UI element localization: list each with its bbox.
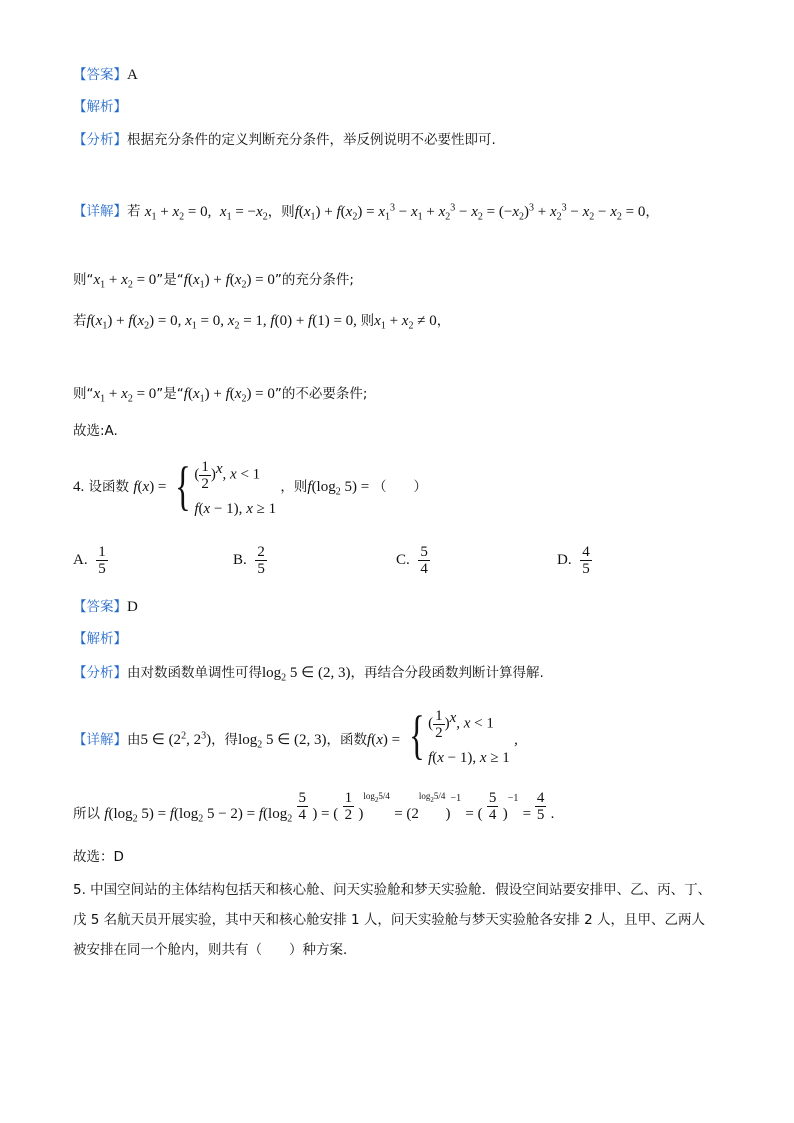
analysis-tag-2: 【解析】	[73, 631, 127, 647]
quote-open: 则“	[73, 272, 94, 288]
fenxi-text: 根据充分条件的定义判断充分条件，举反例说明不必要性即可.	[127, 132, 496, 148]
quote-close: ”的充分条件;	[274, 272, 354, 288]
detail-tag: 【详解】	[73, 203, 127, 220]
piecewise-brace-2: {	[409, 705, 425, 765]
detail-tag-2: 【详解】	[73, 731, 127, 748]
calc-prefix: 所以	[73, 806, 100, 822]
answer-tag-2: 【答案】	[73, 599, 127, 615]
option-b-label: B.	[233, 552, 247, 568]
fenxi-tag: 【分析】	[73, 132, 127, 148]
quote-close-2: ”的不必要条件;	[274, 386, 368, 402]
choice-line-2: 故选：D	[73, 849, 124, 865]
option-a-den: 5	[98, 561, 106, 577]
fenxi-line-2: 【分析】由对数函数单调性可得$\log_2 5$ ∈ (2, 3)，再结合分段函数判断计算得解.	[73, 665, 544, 684]
fenxi2-post: ，再结合分段函数判断计算得解.	[350, 665, 544, 681]
quote-mid: ”是“	[156, 272, 184, 288]
counter-prefix: 若	[73, 313, 87, 329]
option-a[interactable]	[73, 544, 108, 577]
option-d-label: D.	[557, 552, 572, 568]
quote-open-2: 则“	[73, 386, 94, 402]
analysis-tag: 【解析】	[73, 99, 127, 115]
counter-line: 若$f(x_1) + f(x_2) = 0$, $x_1 = 0$, $x_2 = 1$, f(0) + f(1) = 0, 则$x_1 + x_2 \ne 0$，	[73, 313, 451, 332]
detail2-pre: 由	[127, 731, 141, 748]
question-4: 4. 设函数 f(x) = { ( $\frac{1}{2}$ )$^x$, x < 1 f(x − 1), x ≥ 1 ，则$f(\log_2$ 5) = （ ）	[73, 456, 427, 516]
q5-line-1: 5. 中国空间站的主体结构包括天和核心舱、问天实验舱和梦天实验舱．假设空间站要安排甲、乙、丙、丁、	[73, 882, 712, 898]
detail2-mid: ，得	[211, 731, 239, 748]
piecewise-cases: ( $\frac{1}{2}$ )$^x$, x < 1 f(x − 1), x ≥ 1	[194, 458, 277, 517]
answer-line-2	[73, 598, 138, 616]
option-c-den: 4	[420, 561, 428, 577]
detail-prefix: 若	[127, 203, 141, 220]
analysis-line-2	[73, 630, 127, 648]
option-c-num: 5	[420, 544, 428, 560]
option-d[interactable]	[557, 544, 592, 577]
option-d-num: 4	[582, 544, 590, 560]
option-b-num: 2	[257, 544, 265, 560]
detail-formula: $x_1 + x_2 = 0$, $x_1 = -x_2$，则$f(x_1) + f(x_2) = x_1^3 - x_1 + x_2^3 - x_2 = (-x_2)^3 + x_2^3 - x_2 - x_2 = 0$，	[144, 202, 659, 223]
choice-line-1: 故选:A.	[73, 423, 118, 439]
calc-line: 所以 $f(\log_2$ $5) = f(\log_2$ $5 - 2) = f(\log_2$ $\frac{5}{4}$ ) = ( $\frac{1}{2}$ )$^{log_25/4} = (2^{log_25/4})^{-1}$ = ( $\frac{5}{4}$ )$^{-1}$ = $\frac{4}{5}$ .	[73, 790, 555, 825]
answer-value: A	[127, 67, 138, 83]
option-a-label: A.	[73, 552, 88, 568]
detail-line-2: 【详解】由5 ∈ ($2^2$, $2^3$)，得$\log_2 5$ ∈ (2, 3)，函数f(x) = { ( $\frac{1}{2}$ )$^x$, x < 1 f(x − 1), x ≥ 1 ,	[73, 705, 518, 767]
fenxi-tag-2: 【分析】	[73, 665, 127, 681]
detail2-mid2: ，函数	[326, 731, 368, 748]
q5-line-2: 戊 5 名航天员开展实验，其中天和核心舱安排 1 人，问天实验舱与梦天实验舱各安排 2 人，且甲、乙两人	[73, 912, 706, 928]
fenxi2-pre: 由对数函数单调性可得	[127, 665, 262, 681]
q5-line-3: 被安排在同一个舱内，则共有（ ）种方案．	[73, 942, 357, 958]
analysis-line-1	[73, 98, 127, 116]
counter-then: 则	[360, 313, 375, 329]
piecewise-cases-2: ( $\frac{1}{2}$ )$^x$, x < 1 f(x − 1), x ≥ 1	[428, 707, 510, 766]
q4-ask-prefix: ，则	[280, 479, 308, 495]
piecewise-brace: {	[175, 456, 191, 516]
not-necessary-line: 则“$x_1 + x_2 = 0$”是“$f(x_1) + f(x_2) = 0$”的不必要条件;	[73, 386, 368, 405]
option-c[interactable]	[396, 544, 430, 577]
option-a-num: 1	[98, 544, 106, 560]
detail-line-1	[73, 199, 659, 226]
answer-line-1	[73, 66, 138, 84]
option-c-label: C.	[396, 552, 410, 568]
sufficient-line: 则“$x_1 + x_2 = 0$”是“$f(x_1) + f(x_2) = 0$”的充分条件;	[73, 272, 354, 291]
option-b-den: 5	[257, 561, 265, 577]
quote-mid-2: ”是“	[156, 386, 184, 402]
fenxi-line-1	[73, 131, 496, 149]
answer-value-2: D	[127, 599, 138, 615]
option-d-den: 5	[582, 561, 590, 577]
q4-number: 4.	[73, 479, 85, 495]
answer-tag: 【答案】	[73, 67, 127, 83]
q4-text: 设函数	[88, 479, 130, 495]
option-b[interactable]	[233, 544, 267, 577]
q4-ask-suffix: （ ）	[372, 479, 427, 495]
